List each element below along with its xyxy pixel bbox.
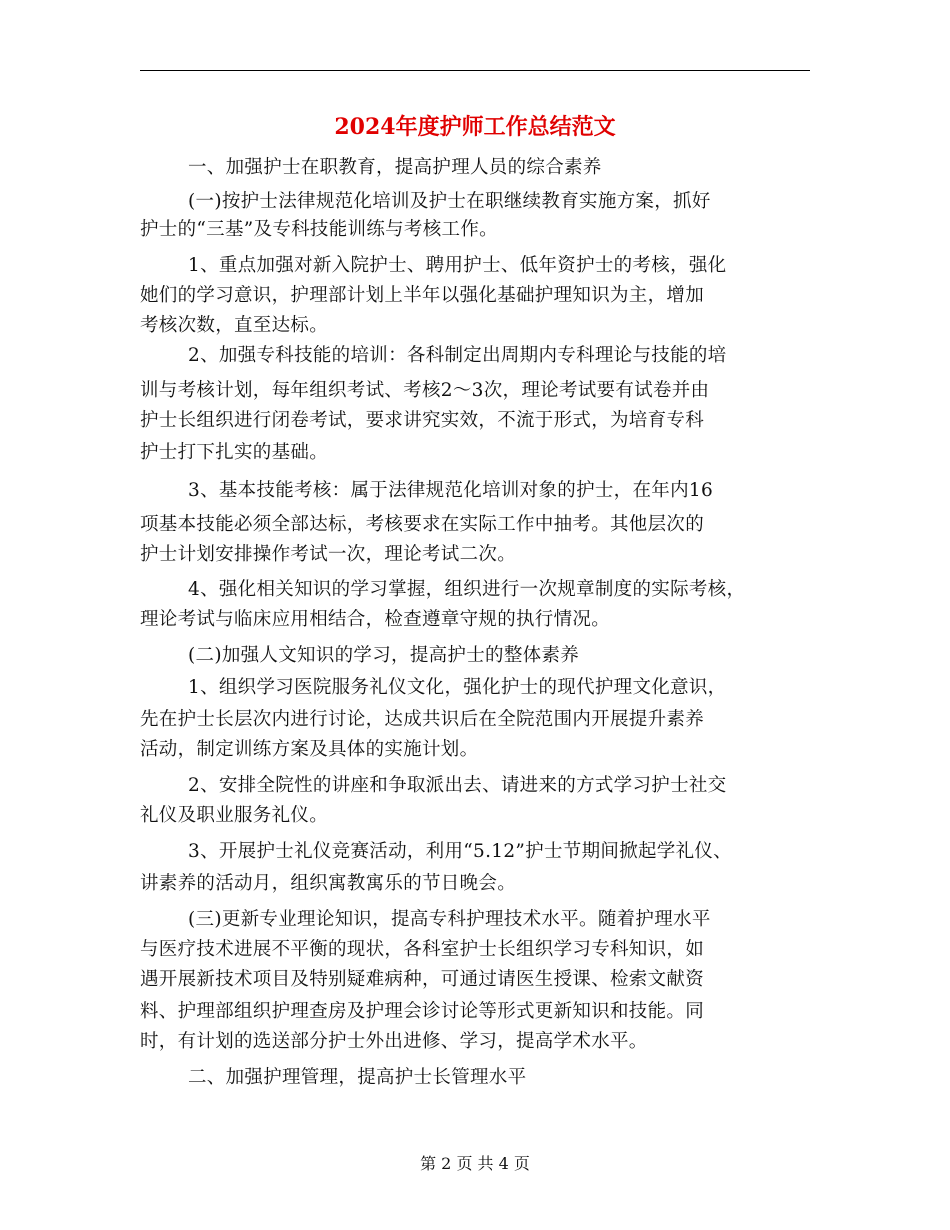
body-line: 礼仪及职业服务礼仪。: [140, 805, 329, 826]
body-line: 时，有计划的选送部分护士外出进修、学习，提高学术水平。: [140, 1031, 648, 1052]
body-line: 2、安排全院性的讲座和争取派出去、请进来的方式学习护士社交: [188, 775, 727, 796]
body-line: (三)更新专业理论知识，提高专科护理技术水平。随着护理水平: [188, 909, 711, 930]
body-line: 4、强化相关知识的学习掌握，组织进行一次规章制度的实际考核，: [188, 579, 746, 600]
page-footer: 第 2 页 共 4 页: [420, 1154, 530, 1173]
body-line: 护士的“三基”及专科技能训练与考核工作。: [140, 219, 498, 240]
body-line: (一)按护士法律规范化培训及护士在职继续教育实施方案，抓好: [188, 191, 711, 212]
body-line: 1、重点加强对新入院护士、聘用护士、低年资护士的考核，强化: [188, 255, 727, 276]
body-line: 1、组织学习医院服务礼仪文化，强化护士的现代护理文化意识，: [188, 677, 727, 698]
body-line: 二、加强护理管理，提高护士长管理水平: [188, 1067, 527, 1088]
body-line: 考核次数，直至达标。: [140, 315, 329, 336]
body-line: 3、开展护士礼仪竞赛活动，利用“5.12”护士节期间掀起学礼仪、: [188, 841, 732, 862]
document-title: 2024年度护师工作总结范文: [334, 114, 616, 140]
body-line: 3、基本技能考核：属于法律规范化培训对象的护士，在年内16: [188, 480, 714, 501]
body-line: 先在护士长层次内进行讨论，达成共识后在全院范围内开展提升素养: [140, 709, 705, 730]
body-line: 2、加强专科技能的培训：各科制定出周期内专科理论与技能的培: [188, 345, 727, 366]
body-line: 项基本技能必须全部达标，考核要求在实际工作中抽考。其他层次的: [140, 514, 705, 535]
body-line: 理论考试与临床应用相结合，检查遵章守规的执行情况。: [140, 609, 611, 630]
body-line: 料、护理部组织护理查房及护理会诊讨论等形式更新知识和技能。同: [140, 1001, 705, 1022]
body-line: 训与考核计划，每年组织考试、考核2～3次，理论考试要有试卷并由: [140, 380, 710, 401]
body-line: 一、加强护士在职教育，提高护理人员的综合素养: [188, 157, 602, 178]
body-line: 护士长组织进行闭卷考试，要求讲究实效，不流于形式，为培育专科: [140, 410, 705, 431]
body-line: 遇开展新技术项目及特别疑难病种，可通过请医生授课、检索文献资: [140, 969, 705, 990]
body-line: 她们的学习意识，护理部计划上半年以强化基础护理知识为主，增加: [140, 285, 705, 306]
body-line: 护士计划安排操作考试一次，理论考试二次。: [140, 544, 517, 565]
body-line: 护士打下扎实的基础。: [140, 442, 329, 463]
body-line: 与医疗技术进展不平衡的现状，各科室护士长组织学习专科知识，如: [140, 939, 705, 960]
body-line: 活动，制定训练方案及具体的实施计划。: [140, 739, 479, 760]
body-line: 讲素养的活动月，组织寓教寓乐的节日晚会。: [140, 873, 517, 894]
body-line: (二)加强人文知识的学习，提高护士的整体素养: [188, 645, 580, 666]
